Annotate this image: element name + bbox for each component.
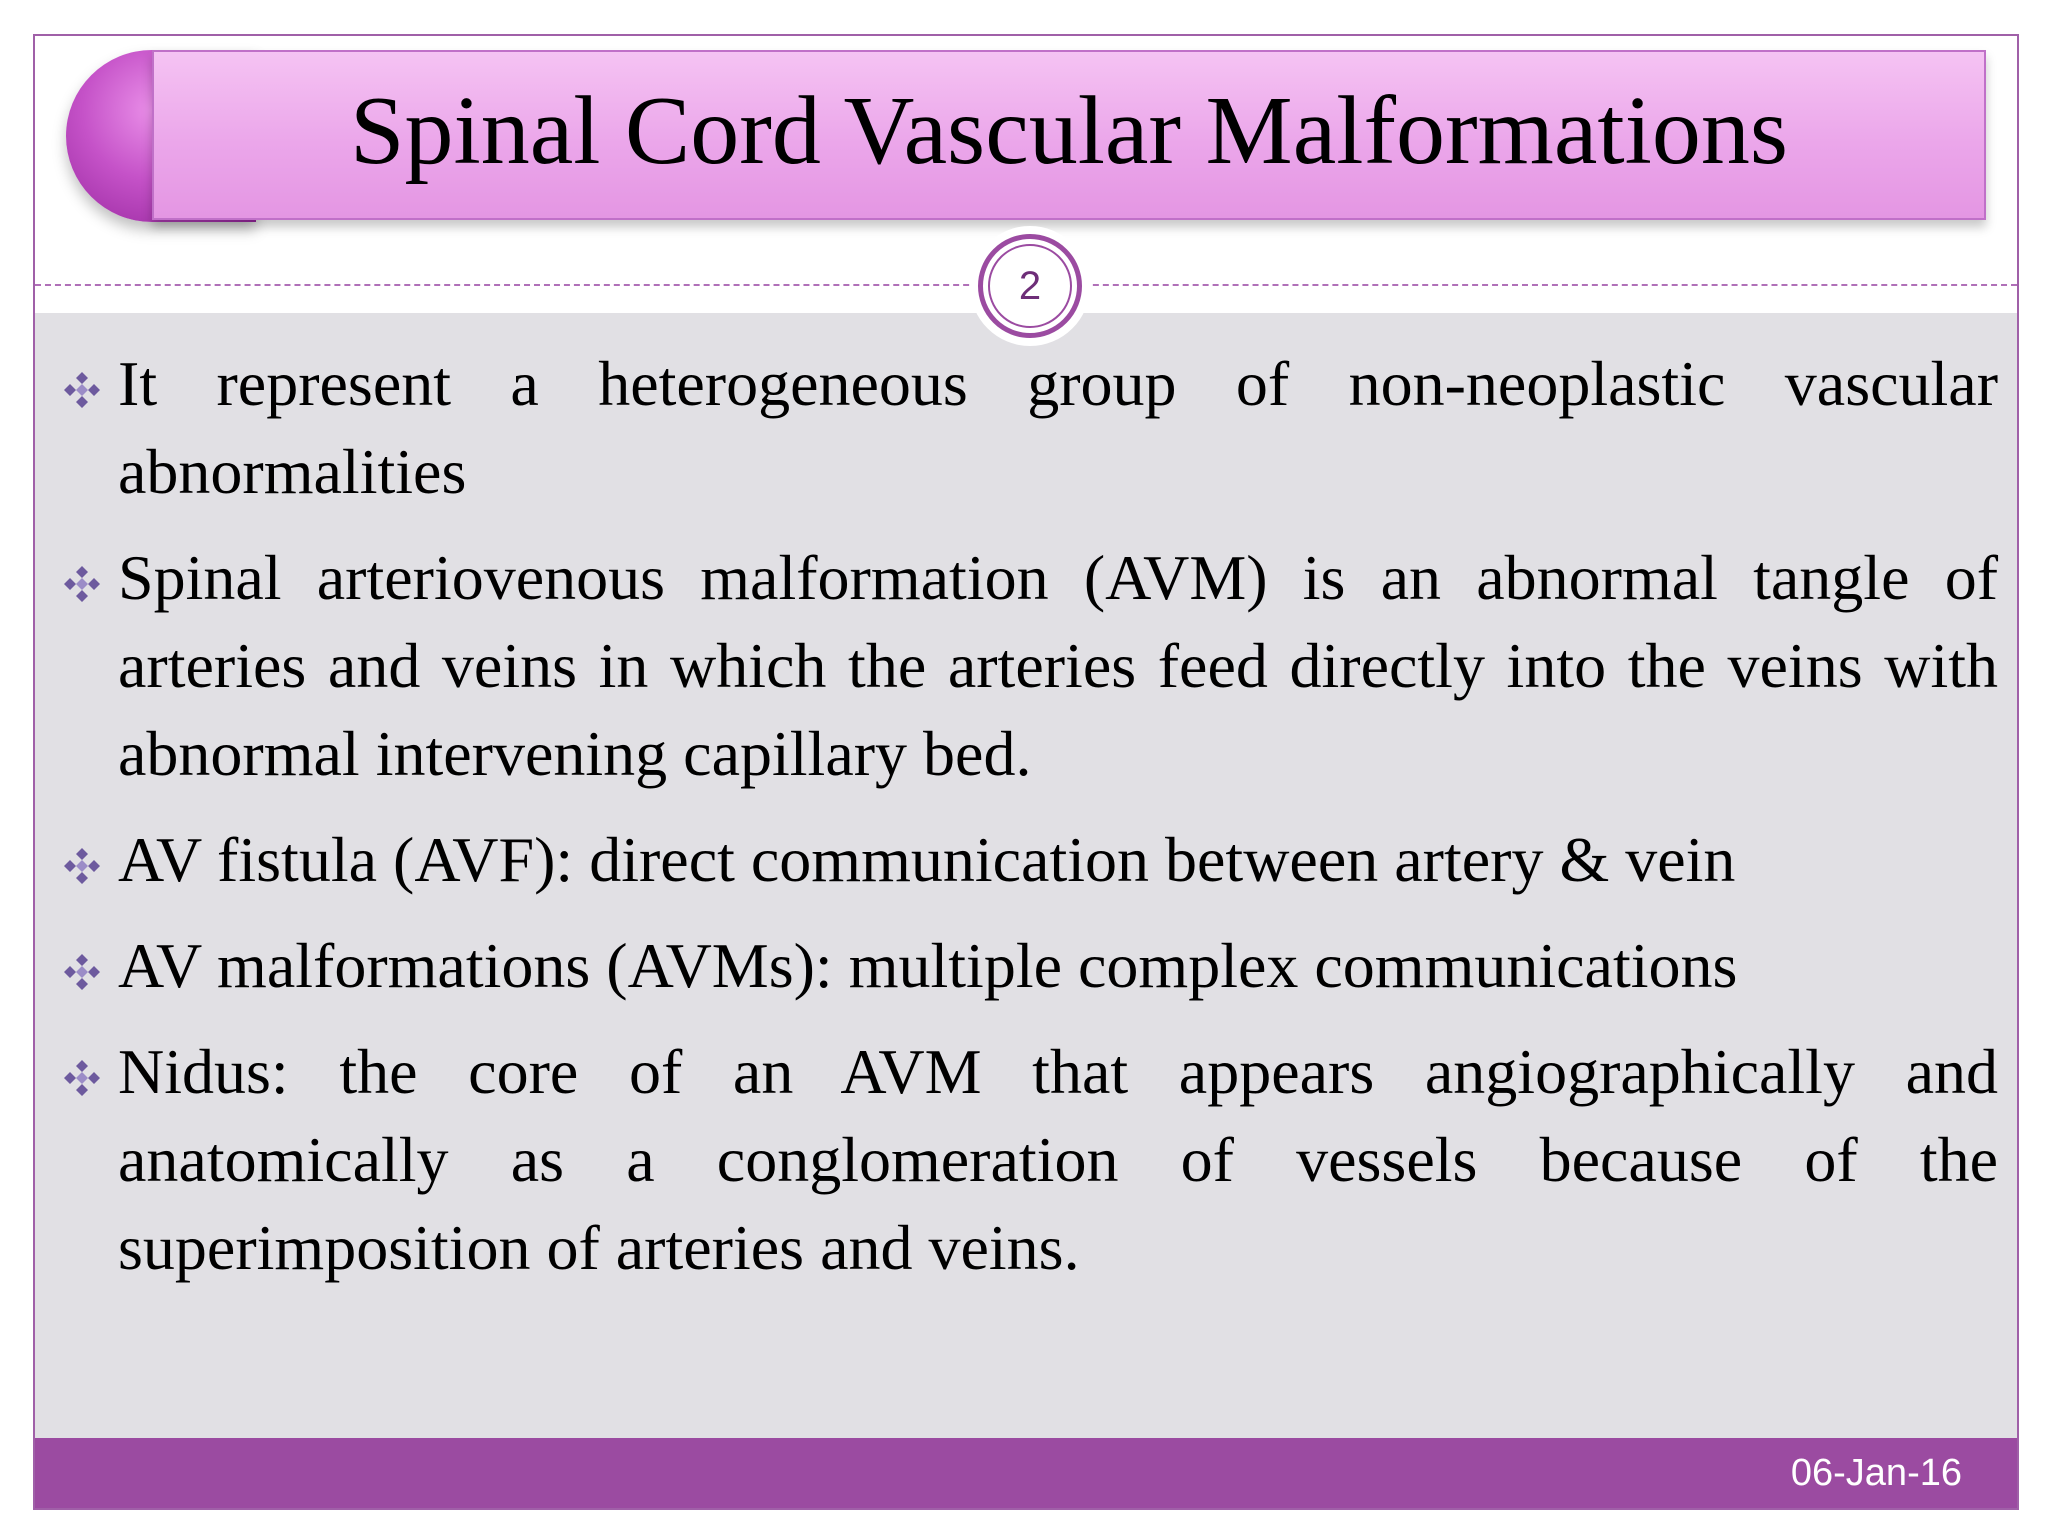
bullet-item [60, 1028, 1998, 1292]
bullet-text: AV fistula (AVF): direct communication between artery & vein [118, 824, 1736, 895]
bullet-item [60, 340, 1998, 516]
title-banner [152, 50, 1986, 220]
four-diamond-bullet-icon [62, 370, 102, 410]
bullet-list [60, 340, 1998, 1310]
page-number-badge [978, 234, 1082, 338]
footer-bar [35, 1438, 2017, 1508]
four-diamond-bullet-icon [62, 1058, 102, 1098]
bullet-item [60, 922, 1998, 1010]
slide-title: Spinal Cord Vascular Malformations [349, 77, 1789, 185]
four-diamond-bullet-icon [62, 846, 102, 886]
bullet-text: It represent a heterogeneous group of non-neoplastic vascular abnormalities [118, 348, 1998, 507]
bullet-item [60, 816, 1998, 904]
page-number: 2 [988, 244, 1072, 328]
bullet-text: Spinal arteriovenous malformation (AVM) is an abnormal tangle of arteries and veins in which the arteries feed directly into the veins with abnormal intervening capillary bed. [118, 542, 1998, 789]
bullet-text: AV malformations (AVMs): multiple complex communications [118, 930, 1738, 1001]
four-diamond-bullet-icon [62, 952, 102, 992]
bullet-text: Nidus: the core of an AVM that appears angiographically and anatomically as a conglomeration of vessels because of the superimposition of arteries and veins. [118, 1036, 1998, 1283]
slide-date: 06-Jan-16 [1790, 1452, 1962, 1494]
four-diamond-bullet-icon [62, 564, 102, 604]
bullet-item [60, 534, 1998, 798]
